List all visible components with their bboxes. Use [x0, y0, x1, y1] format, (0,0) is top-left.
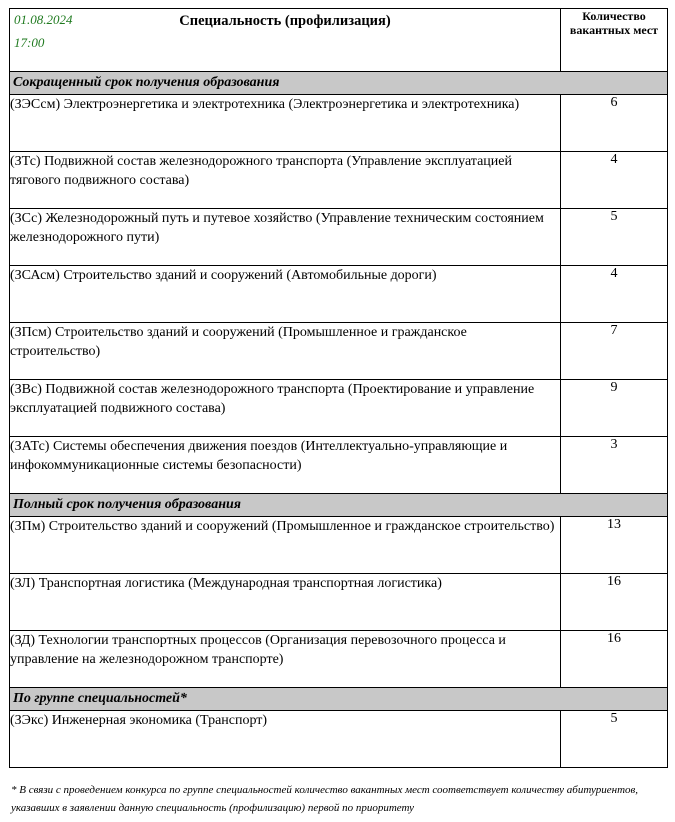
section-header-row — [10, 72, 668, 95]
count-column-header: Количество вакантных мест — [561, 9, 668, 72]
vacancy-count-cell: 4 — [561, 152, 668, 209]
specialty-cell: (ЗЭСсм) Электроэнергетика и электротехника (Электроэнергетика и электротехника) — [10, 95, 561, 152]
vacancy-count-cell: 16 — [561, 631, 668, 688]
vacancy-count-cell: 5 — [561, 711, 668, 768]
table-row — [10, 95, 668, 152]
section-title: Сокращенный срок получения образования — [10, 72, 668, 95]
footnote: * В связи с проведением конкурса по группе специальностей количество вакантных мест соответствует количеству абитуриентов, указавших в заявлении данную специальность (профилизацию) первой по приоритету — [11, 784, 639, 814]
table-row — [10, 437, 668, 494]
vacancy-count-cell: 4 — [561, 266, 668, 323]
section-title: По группе специальностей* — [10, 688, 668, 711]
vacancy-count-cell: 13 — [561, 517, 668, 574]
vacancy-count-cell: 16 — [561, 574, 668, 631]
vacancy-count-cell: 5 — [561, 209, 668, 266]
vacancy-count-cell: 9 — [561, 380, 668, 437]
vacancy-count-cell: 3 — [561, 437, 668, 494]
section-title: Полный срок получения образования — [10, 494, 668, 517]
table-row — [10, 380, 668, 437]
specialty-cell: (ЗД) Технологии транспортных процессов (Организация перевозочного процесса и управление на железнодорожном транспорте) — [10, 631, 561, 688]
specialty-cell: (ЗЭкс) Инженерная экономика (Транспорт) — [10, 711, 561, 768]
specialty-cell: (ЗЛ) Транспортная логистика (Международная транспортная логистика) — [10, 574, 561, 631]
vacancy-count-cell: 7 — [561, 323, 668, 380]
specialty-cell: (ЗТс) Подвижной состав железнодорожного транспорта (Управление эксплуатацией тягового подвижного состава) — [10, 152, 561, 209]
specialty-header-cell — [10, 9, 561, 72]
date-stamp: 01.08.2024 — [14, 12, 73, 27]
table-row — [10, 266, 668, 323]
table-row — [10, 152, 668, 209]
table-row — [10, 574, 668, 631]
table-header-row — [10, 9, 668, 72]
specialty-cell: (ЗСАсм) Строительство зданий и сооружений (Автомобильные дороги) — [10, 266, 561, 323]
specialty-cell: (ЗПм) Строительство зданий и сооружений (Промышленное и гражданское строительство) — [10, 517, 561, 574]
specialty-cell: (ЗАТс) Системы обеспечения движения поездов (Интеллектуально-управляющие и инфокоммуникационные системы безопасности) — [10, 437, 561, 494]
table-row — [10, 711, 668, 768]
table-row — [10, 517, 668, 574]
vacancies-table — [9, 8, 668, 768]
time-stamp: 17:00 — [14, 35, 45, 50]
specialty-column-header: Специальность (профилизация) — [179, 13, 391, 29]
table-row — [10, 323, 668, 380]
specialty-cell: (ЗПсм) Строительство зданий и сооружений (Промышленное и гражданское строительство) — [10, 323, 561, 380]
specialty-cell: (ЗСс) Железнодорожный путь и путевое хозяйство (Управление техническим состоянием железнодорожного пути) — [10, 209, 561, 266]
section-header-row — [10, 494, 668, 517]
table-row — [10, 631, 668, 688]
specialty-cell: (ЗВс) Подвижной состав железнодорожного транспорта (Проектирование и управление эксплуатацией подвижного состава) — [10, 380, 561, 437]
vacancy-count-cell: 6 — [561, 95, 668, 152]
section-header-row — [10, 688, 668, 711]
table-row — [10, 209, 668, 266]
